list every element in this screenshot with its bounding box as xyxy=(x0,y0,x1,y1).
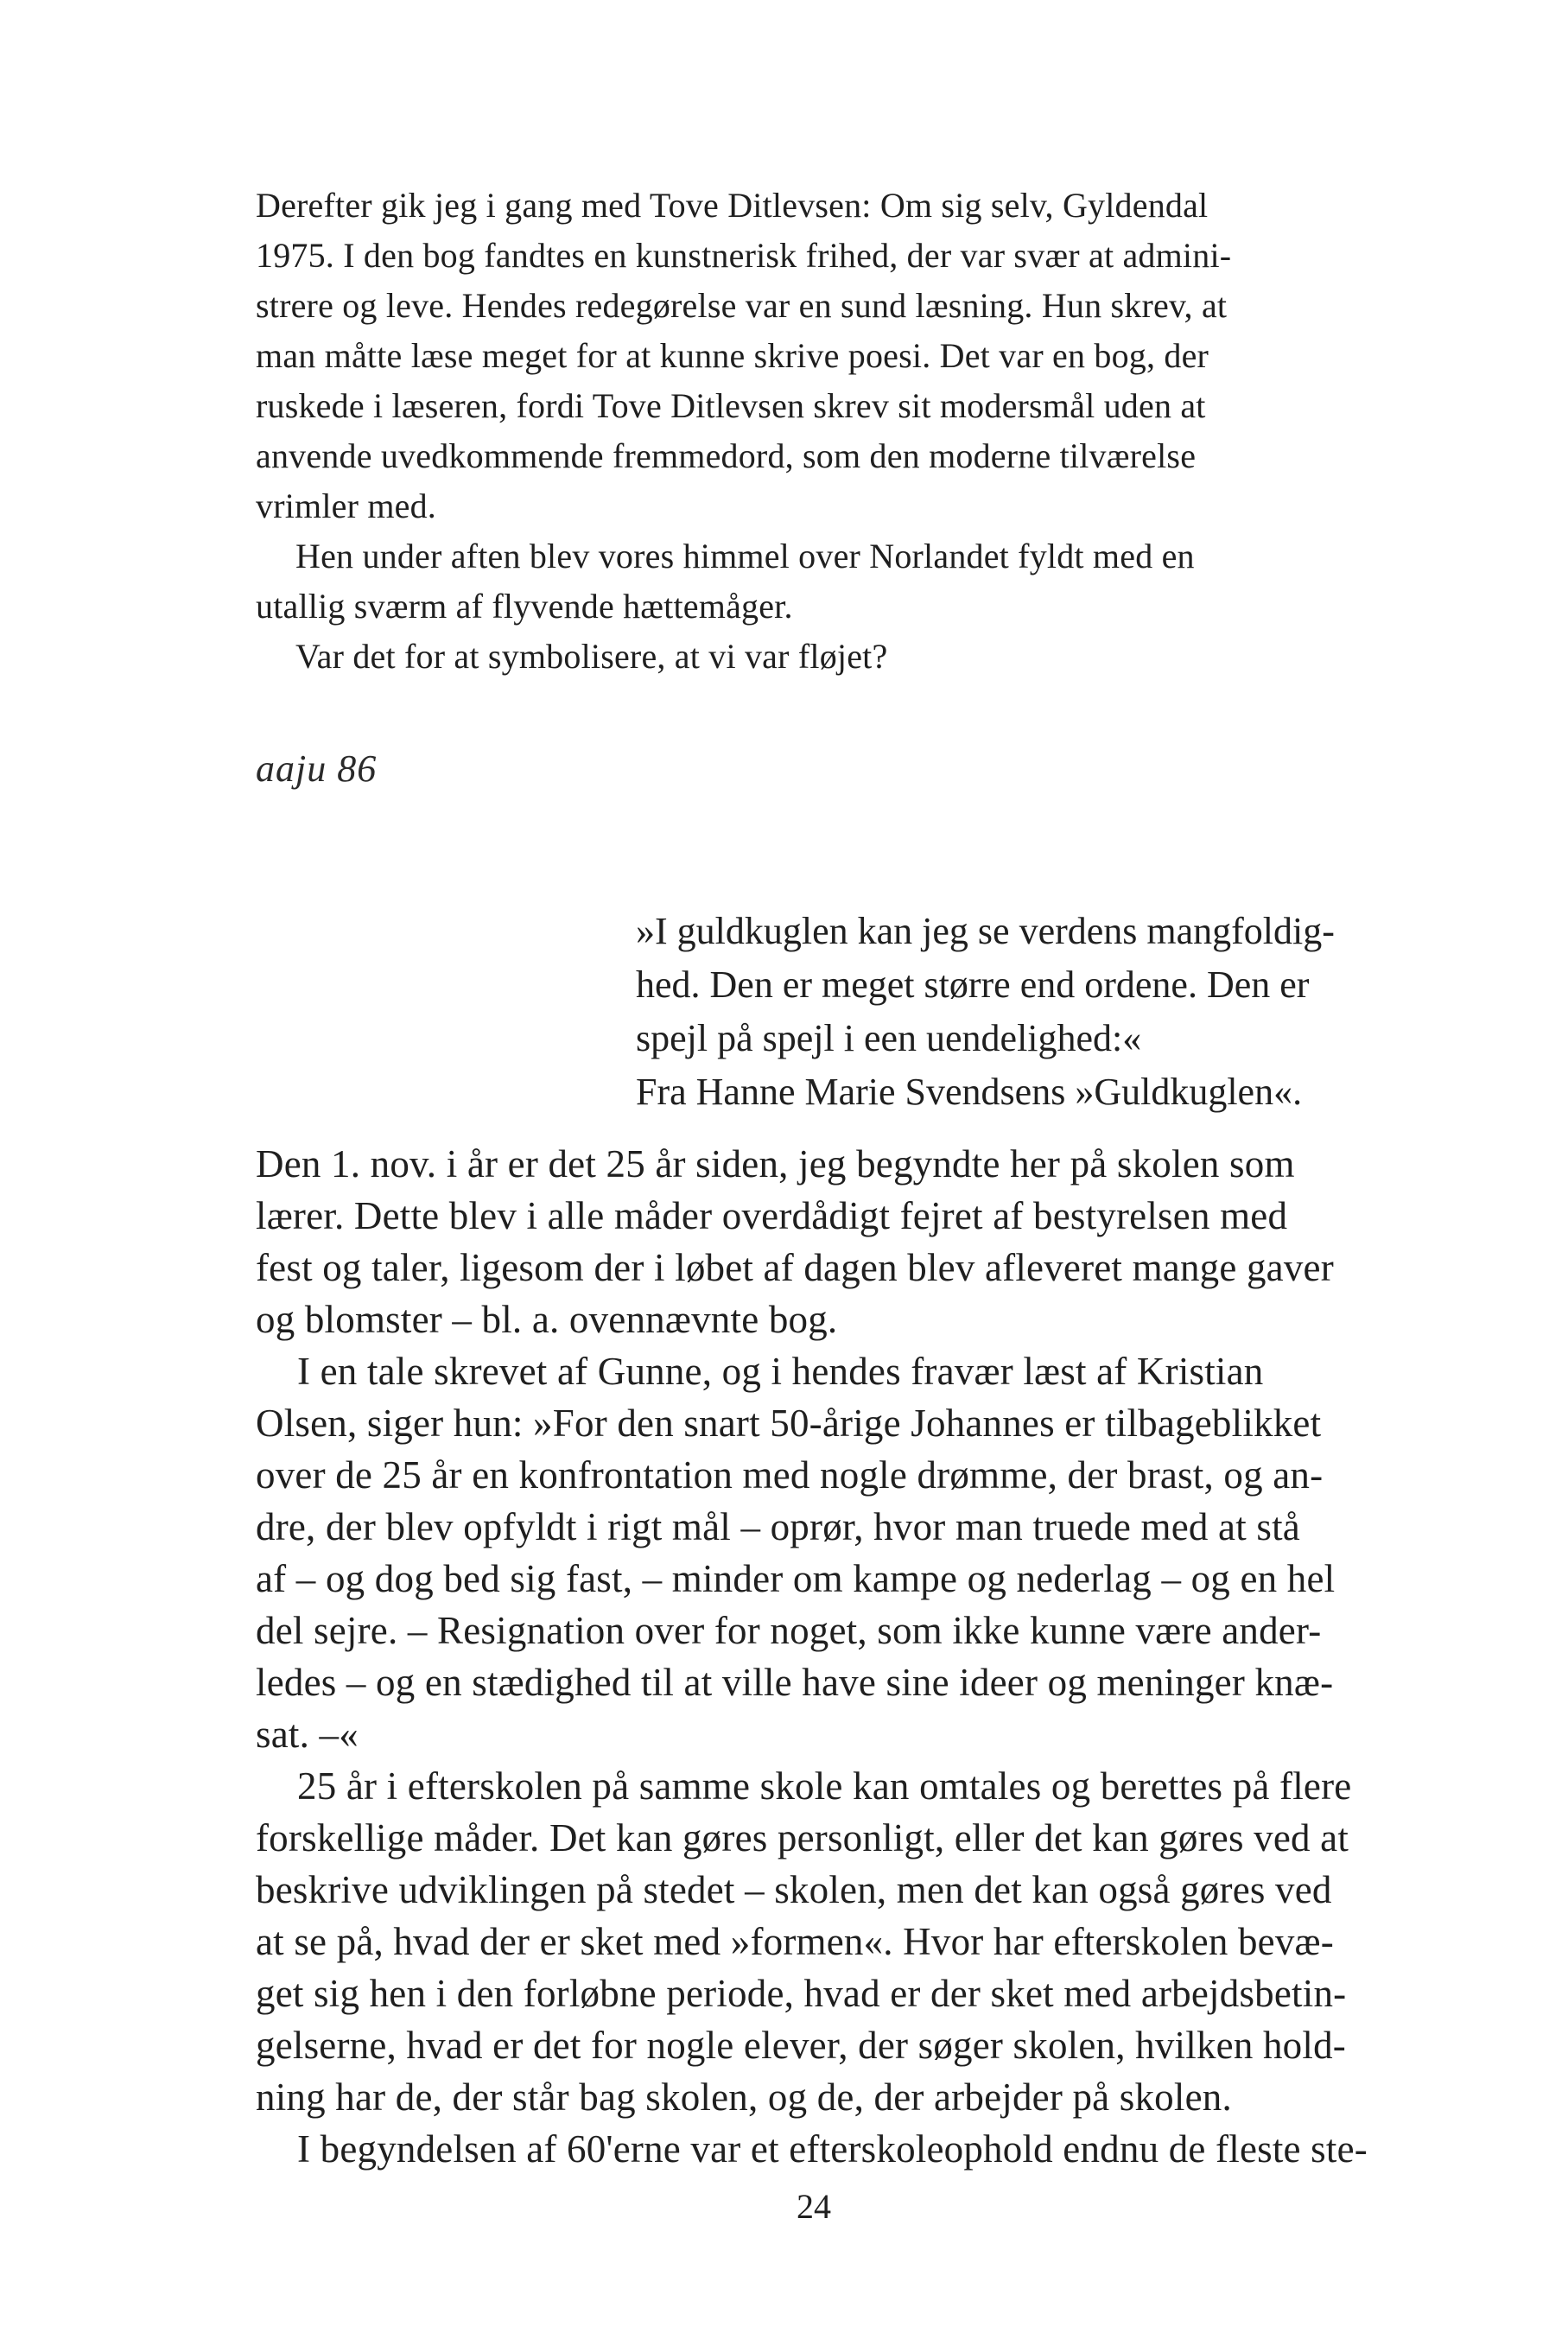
text-line: ledes – og en stædighed til at ville have sine ideer og meninger knæ- xyxy=(256,1661,1334,1704)
text-line: 1975. I den bog fandtes en kunstnerisk frihed, der var svær at admini- xyxy=(256,236,1232,275)
text-line: fest og taler, ligesom der i løbet af dagen blev afleveret mange gaver xyxy=(256,1246,1334,1289)
page-number: 24 xyxy=(797,2187,831,2226)
text-line: strere og leve. Hendes redegørelse var en sund læsning. Hun skrev, at xyxy=(256,286,1228,325)
text-line: forskellige måder. Det kan gøres personligt, eller det kan gøres ved at xyxy=(256,1816,1349,1859)
text-line: Hen under aften blev vores himmel over Norlandet fyldt med en xyxy=(295,537,1195,575)
text-line: af – og dog bed sig fast, – minder om kampe og nederlag – og en hel xyxy=(256,1557,1336,1600)
quote-line: Fra Hanne Marie Svendsens »Guldkuglen«. xyxy=(636,1071,1303,1113)
text-line: get sig hen i den forløbne periode, hvad er der sket med arbejdsbetin- xyxy=(256,1972,1347,2015)
text-line: at se på, hvad der er sket med »formen«. Hvor har efterskolen bevæ- xyxy=(256,1920,1334,1963)
text-line: dre, der blev opfyldt i rigt mål – oprør, hvor man truede med at stå xyxy=(256,1505,1300,1548)
text-line: sat. –« xyxy=(256,1713,359,1756)
text-line: I en tale skrevet af Gunne, og i hendes fravær læst af Kristian xyxy=(297,1350,1264,1393)
text-line: Olsen, siger hun: »For den snart 50-årige Johannes er tilbageblikket xyxy=(256,1402,1322,1445)
text-line: og blomster – bl. a. ovennævnte bog. xyxy=(256,1298,838,1341)
text-line: man måtte læse meget for at kunne skrive poesi. Det var en bog, der xyxy=(256,336,1209,375)
text-line: utallig sværm af flyvende hættemåger. xyxy=(256,587,793,626)
quote-line: »I guldkuglen kan jeg se verdens mangfoldig- xyxy=(636,910,1335,952)
quote-line: spejl på spejl i een uendelighed:« xyxy=(636,1017,1142,1059)
text-line: vrimler med. xyxy=(256,486,437,525)
text-line: beskrive udviklingen på stedet – skolen, men det kan også gøres ved xyxy=(256,1868,1332,1911)
text-line: gelserne, hvad er det for nogle elever, der søger skolen, hvilken hold- xyxy=(256,2024,1346,2067)
signature: aaju 86 xyxy=(256,747,378,790)
text-line: anvende uvedkommende fremmedord, som den moderne tilværelse xyxy=(256,436,1197,475)
text-line: Var det for at symbolisere, at vi var fløjet? xyxy=(295,637,888,676)
text-line: I begyndelsen af 60'erne var et efterskoleophold endnu de fleste ste- xyxy=(297,2127,1368,2171)
text-line: over de 25 år en konfrontation med nogle drømme, der brast, og an- xyxy=(256,1453,1324,1497)
text-line: 25 år i efterskolen på samme skole kan omtales og berettes på flere xyxy=(297,1764,1352,1808)
text-line: ruskede i læseren, fordi Tove Ditlevsen skrev sit modersmål uden at xyxy=(256,386,1206,425)
text-line: del sejre. – Resignation over for noget, som ikke kunne være ander- xyxy=(256,1609,1322,1652)
text-line: lærer. Dette blev i alle måder overdådigt fejret af bestyrelsen med xyxy=(256,1194,1288,1237)
text-line: Derefter gik jeg i gang med Tove Ditlevsen: Om sig selv, Gyldendal xyxy=(256,186,1209,225)
text-line: Den 1. nov. i år er det 25 år siden, jeg begyndte her på skolen som xyxy=(256,1142,1295,1186)
text-line: ning har de, der står bag skolen, og de, der arbejder på skolen. xyxy=(256,2076,1232,2119)
quote-line: hed. Den er meget større end ordene. Den er xyxy=(636,963,1310,1006)
